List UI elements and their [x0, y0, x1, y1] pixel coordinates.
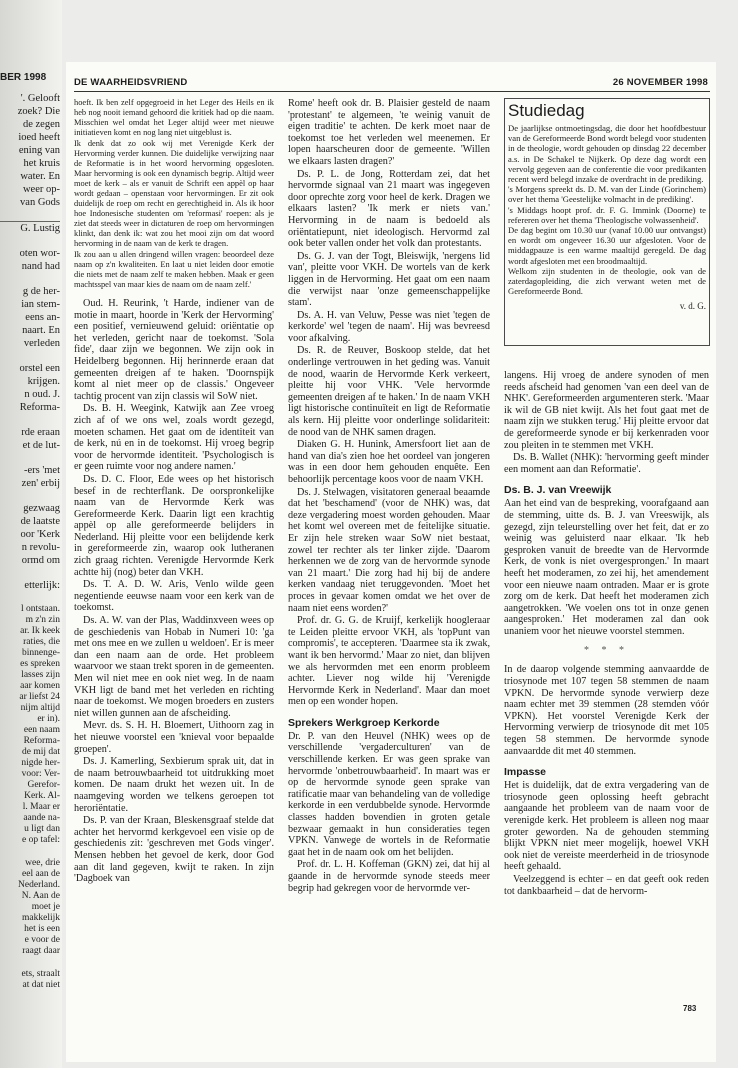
left-page-line: water. En — [20, 171, 60, 182]
left-lines-g — [0, 502, 60, 567]
left-page-line: het kruis — [23, 158, 60, 169]
left-page-line: aande na- — [23, 813, 60, 823]
intro-paragraph: Ik denk dat zo ook wij met Verenigde Kerk der Hervorming verder kunnen. Die duidelijke verwijzing naar de Reformatie is in het woord hervorming opgesloten. Maar hervorming is ook een dynamisch begrip. Altijd weer moet de kerk – als er vanuit de Schrift een appèl op haar wordt gedaan – openstaan voor hervormingen. Er zit ook duidelijk de roep om recht en gerechtigheid in. Als ik hoor hoe Indonesische studenten om 'reformasi' roepen: als je ziet dat steeds weer in dictaturen de roep om hervormingen klinkt, dan denk ik: wat zou het mooi zijn om dat woord hervorming in de naam van de kerk te dragen. — [74, 139, 274, 248]
paragraph-wallet: Ds. B. Wallet (NHK): 'hervorming geeft minder een moment aan dan Reformatie'. — [504, 452, 709, 475]
issue-date: 26 NOVEMBER 1998 — [612, 77, 708, 88]
subheading-van-vreewijk: Ds. B. J. van Vreewijk — [504, 484, 612, 497]
left-page-line: de zegen — [22, 119, 60, 130]
left-page-line: de laatste — [20, 516, 60, 527]
studiedag-box — [504, 98, 710, 346]
paragraph-langens: langens. Hij vroeg de andere synoden of men reeds afscheid had genomen 'van een deel van de NHK'. Gereformeerden argumenteren sterk. 'Maar ik wil de GB niet kwijt. Als het fout gaat met de naam zijn we stukken terug.' Hij pleitte ervoor dat de gereformeerde synode er bij kerkenraden voor zou pleiten in te stemmen met VKH. — [504, 370, 709, 451]
left-lines-e — [0, 426, 60, 452]
left-lines-d — [0, 362, 60, 414]
column-3 — [504, 370, 709, 898]
left-page-line: aar komen — [20, 681, 60, 691]
paragraph-reurink: Oud. H. Reurink, 't Harde, indiener van de motie in maart, hoorde in 'Kerk der Hervorming' een positief, vernieuwend geluid: oriëntatie op het verleden, gericht naar de toekomst. 'Sola fide', daar zijn we begonnen. We zijn ook in Heidelberg begonnen. Hij herinnerde eraan dat gemeenten dreigen af te haken. 'Doornspijk komt al niet meer op de classis.' Ongeveer tachtig procent van zijn classis wil SoW niet. — [74, 298, 274, 402]
paragraph-plaisier: Rome' heeft ook dr. B. Plaisier gesteld de naam 'protestant' te algemeen, 'te weinig vanuit de eigen traditie' te achten. De kerk moet naar de toekomst toe het verleden wel meenemen. Er lopen haarscheuren door de gemeente. 'Willen we elkaars lasten dragen?' — [288, 98, 490, 167]
column-1 — [74, 98, 274, 886]
paragraph-van-veluw: Ds. A. H. van Veluw, Pesse was niet 'tegen de kerkorde' wel 'tegen de naam'. Hij was bevreesd voor afkalving. — [288, 309, 490, 344]
intro-paragraph: Ik zou aan u allen dringend willen vragen: beoordeel deze naam op z'n kwaliteiten. En laat u niet leiden door emotie die niets met de naam zelf te maken hebben. Maak er geen machtsspel van maar kies de naam om de naam zelf.' — [74, 250, 274, 289]
left-page-line: et de lut- — [22, 440, 60, 451]
left-page-line: nijm altijd — [20, 703, 60, 713]
left-page-line: ets, straalt — [21, 969, 60, 979]
left-page-line: eens an- — [25, 312, 60, 323]
left-page-line: voor: Ver- — [21, 769, 60, 779]
left-page-line: van Gods — [20, 197, 60, 208]
studiedag-text: 's Morgens spreekt ds. D. M. van der Linde (Gorinchem) over het thema 'Geestelijke volmacht in de prediking'. — [508, 184, 706, 205]
left-lines-c — [0, 285, 60, 350]
section-divider: * * * — [584, 645, 629, 657]
left-page-line: N. Aan de — [21, 891, 60, 901]
studiedag-text: Welkom zijn studenten in de theologie, ook van de zaterdagopleiding, die zich verwant weten met de Gereformeerde Bond. — [508, 265, 706, 297]
paragraph-van-der-togt: Ds. G. J. van der Togt, Bleiswijk, 'nergens lid van', pleitte voor VKH. De wortels van de kerk liggen in de Hervorming. Het gaat om een naam die verwijst naar 'onze gemeenschappelijke stam'. — [288, 250, 490, 309]
left-lines-f — [0, 464, 60, 490]
left-page-line: oten wor- — [19, 248, 60, 259]
left-page-line: een naam — [23, 725, 60, 735]
paragraph-floor: Ds. D. C. Floor, Ede wees op het historisch besef in de rechterflank. De oorspronkelijke naam van de Hervormde Kerk was Gereformeerde Kerk. Daarin ligt een krachtig appèl op alle gereformeerde belijders in Nederland. Hij pleitte voor een belijdende kerk in gereformeerde zin, waarop ook lutheranen zich graag richten. Verenigde Hervormde Kerk achtte hij (nog) beter dan VKH. — [74, 473, 274, 578]
column-2 — [288, 98, 490, 1016]
left-lines-a — [0, 92, 60, 209]
left-page-line: zoek? Die — [17, 106, 60, 117]
studiedag-text: De dag begint om 10.30 uur (vanaf 10.00 uur ontvangst) en wordt om ongeveer 16.30 uur afgesloten. Voor de middagpauze is een warme maaltijd geregeld. De dag wordt afgesloten met een broodmaaltijd. — [508, 225, 706, 266]
left-page-line: rde eraan — [21, 427, 60, 438]
paragraph-van-vreeswijk: Aan het eind van de bespreking, voorafgaand aan de stemming, uitte ds. B. J. van Vreeswijk, als gezegd, zijn teleurstelling over het feit, dat er zo weinig was geluisterd naar elkaar. 'Ik heb gesproken vanuit de breedte van de Hervormde Kerk, de vonk is niet overgesprongen.' In maart heeft het moderamen, zo zei hij, het amendement voor een nieuwe naam ontraden. Maar er is grote zorg om de kerk. Dat heeft het moderamen zich aangetrokken. 'We voelen ons tot in onze genen aangesproken.' Het moderamen zal dan ook unaniem voor het nieuwe voorstel stemmen. — [504, 498, 709, 637]
left-page-line: raties, die — [23, 637, 60, 647]
studiedag-signature: v. d. G. — [679, 301, 706, 312]
paragraph-kamerling: Ds. J. Kamerling, Sexbierum sprak uit, dat in de naam betrouwbaarheid tot uitdrukking moet komen. De naam drukt het wezen uit. In de naamgeving worden we telkens geroepen tot heroriëntatie. — [74, 756, 274, 814]
paragraph-veelzeggend: Veelzeggend is echter – en dat geeft ook reden tot dankbaarheid – dat de hervorm- — [504, 873, 709, 897]
left-page-line: makkelijk — [22, 913, 60, 923]
paragraph-impasse: Het is duidelijk, dat de extra vergadering van de triosynode geen oplossing heeft gebracht aangaande het probleem van de naam voor de verenigde kerk. Het probleem is alleen nog maar groter geworden. Na de gehouden stemming blijkt VPKN niet meer mogelijk, hoewel VKH ook niet de vereiste meerderheid in de triosynode heeft gehaald. — [504, 780, 709, 873]
left-signature: G. Lustig — [0, 221, 60, 235]
left-page-line: raagt daar — [22, 946, 60, 956]
left-page-line: etterlijk: — [24, 580, 60, 591]
left-page-line: moet je — [31, 902, 60, 912]
subheading-impasse: Impasse — [504, 766, 547, 779]
paragraph-hunink: Diaken G. H. Hunink, Amersfoort liet aan de hand van dia's zien hoe het oordeel van jongeren was in een door hem gehouden enquête. Een behoorlijk percentage koos voor de naam VKH. — [288, 439, 490, 485]
paragraph-van-der-kraan: Ds. P. van der Kraan, Bleskensgraaf stelde dat achter het hervormd kerkgevoel een visie op de geschiedenis zit: 'geschreven met Gods vinger'. Mensen hebben het gevoel de kerk, door God aan dit land gegeven, kwijt te raken. In zijn 'Dagboek van — [74, 815, 274, 885]
left-page-line: orstel een — [19, 363, 60, 374]
left-lines-j — [0, 858, 60, 957]
left-page-line: wee, drie — [25, 858, 60, 868]
left-page-line: verleden — [23, 338, 60, 349]
paragraph-van-der-plas: Ds. A. W. van der Plas, Waddinxveen wees op de geschiedenis van Hobab in Numeri 10: 'ga met ons mee en we zullen u weldoen'. Er is meer dan een naam aan de orde. Het probleem waarvoor we staan trekt sporen in de gemeenten. Men wil niet mee en ook niet weg. In de naam VKH ligt de band met het verleden en richting naar de toekomst. We mogen broeders en zusters niet willen gunnen aan de afscheiding. — [74, 615, 274, 719]
paragraph-de-jong: Ds. P. L. de Jong, Rotterdam zei, dat het hervormde signaal van 21 maart was ingegeven door oprechte zorg voor heel de kerk. Dragen we elkaars lasten? 'Ik merk er niets van.' Hervorming in de naam is bedoeld als oriëntatiepunt, niet ideologisch. Hervormd zal ook beter vallen onder het volk dan protestants. — [288, 168, 490, 250]
paragraph-de-kruijf: Prof. dr. G. G. de Kruijf, kerkelijk hoogleraar te Leiden pleitte ervoor VKH, als 'topPunt van compromis', te accepteren. 'Daarmee sta ik zwak, want ik ben hervormd.' Maar zo niet, dan blijven we als hervormden met een enorm probleem achter. Liever nog wilde hij 'Verenigde Hervormde Kerk in Nederland'. Maar dan moet men op een wonder hopen. — [288, 615, 490, 708]
left-page-line: ar liefst 24 — [19, 692, 60, 702]
left-page-line: at dat niet — [22, 980, 60, 990]
paragraph-stelwagen: Ds. J. Stelwagen, visitatoren generaal beaamde dat het 'beschamend' (voor de NHK) was, dat deze vergadering moest worden gehouden. Maar het komt wel overeen met de feitelijke situatie. Er zijn hele streken waar SoW niet bestaat, zowel ter rechter als ter linker zijde. 'Daarom herkennen we de zorg van de hervormde synode van 21 maart.' Die zorg had hij bij de andere kerken vandaag niet teruggevonden. 'Moet het proces in gevaar komen omdat we het over de naam niet eens worden?' — [288, 486, 490, 614]
left-page-line: ian stem- — [21, 299, 60, 310]
left-page-line: het is een — [24, 924, 60, 934]
header-rule — [74, 91, 710, 92]
left-page-line: er in). — [37, 714, 60, 724]
left-page-line: n oud. J. — [24, 389, 60, 400]
left-page-line: nigde her- — [21, 758, 60, 768]
left-page-line: ening van — [18, 145, 60, 156]
left-page-line: Gerefor- — [27, 780, 60, 790]
paragraph-bloemert: Mevr. ds. S. H. H. Bloemert, Uithoorn zag in het nieuwe voorstel een 'knieval voor bepaalde groepen'. — [74, 720, 274, 755]
left-page-line: weer op- — [22, 184, 60, 195]
left-page-line: l. Maar er — [22, 802, 60, 812]
left-page-line: Nederland. — [18, 880, 60, 890]
left-page-line: g de her- — [22, 286, 60, 297]
left-page-line: eel aan de — [22, 869, 60, 879]
left-page-line: gezwaag — [23, 503, 60, 514]
left-page-line: -ers 'met — [23, 465, 60, 476]
left-page-line: binnenge- — [22, 648, 60, 658]
paragraph-aris: Ds. T. A. D. W. Aris, Venlo wilde geen negentiende eeuwse naam voor een kerk van de toekomst. — [74, 579, 274, 614]
left-page-header: BER 1998 — [0, 72, 47, 83]
left-page-line: es spreken — [20, 659, 60, 669]
left-page-fragment — [0, 62, 60, 1042]
left-page-line: Reforma- — [19, 402, 60, 413]
left-page-line: l ontstaan. — [20, 604, 60, 614]
studiedag-text: De jaarlijkse ontmoetingsdag, die door het hoofdbestuur van de Gereformeerde Bond wordt belegd voor studenten in de theologie, wordt gehouden op dinsdag 22 december a.s. in De Schakel te Nijkerk. Op deze dag wordt een vervolg gegeven aan de conferentie die voor predikanten recent werd belegd inzake de overdracht in de prediking. — [508, 123, 706, 185]
left-page-line: nand had — [21, 261, 60, 272]
left-page-line: lasses zijn — [21, 670, 60, 680]
left-page-line: Kerk. Al- — [24, 791, 60, 801]
left-lines-i — [0, 604, 60, 846]
left-page-line: ioed heeft — [18, 132, 60, 143]
paragraph-stemming: In de daarop volgende stemming aanvaardde de triosynode met 107 tegen 58 stemmen de naam VPKN. De hervormde synode verwierp deze naam echter met 39 stemmen (28 stemden vóór VPKN). Het voorstel Verenigde Kerk der Hervorming verwierp de triosynode dit met 105 tegen 58 stemmen. De hervormde synode aanvaardde dit met 40 stemmen. — [504, 664, 709, 757]
left-lines-b — [0, 247, 60, 273]
left-page-line: zen' erbij — [21, 478, 60, 489]
left-page-line: '. Gelooft — [20, 93, 60, 104]
left-lines-k — [0, 969, 60, 991]
left-page-line: Reforma- — [23, 736, 60, 746]
left-page-line: de mij dat — [22, 747, 60, 757]
studiedag-text: 's Middags hoopt prof. dr. F. G. Immink (Doorne) te refereren over het thema 'Theologische volwassenheid'. — [508, 204, 706, 225]
left-page-line: naart. En — [22, 325, 60, 336]
paragraph-weegink: Ds. B. H. Weegink, Katwijk aan Zee vroeg zich af of we ons wel, zoals wordt gezegd, moeten schamen. Het gaat om de identiteit van de kerk, nú en in de toekomst. Hij vroeg begrip voor de hervormde identiteit. 'Psychologisch is er geen ruimte voor nog andere namen.' — [74, 403, 274, 473]
publication-name: DE WAARHEIDSVRIEND — [74, 77, 188, 88]
paragraph-van-den-heuvel: Dr. P. van den Heuvel (NHK) wees op de verschillende 'vergaderculturen' van de verschillende kerken. Er was geen sprake van hervormde 'onbetrouwbaarheid'. In maart was er op de hervormde synode geen sprake van ratificatie maar van behandeling van de volledige kerkorde in een verdubbelde synode. Hervormde classes hadden bovendien in groten getale bezwaar gemaakt in hun consideraties tegen VPKN. Vanwege de wortels in de Reformatie gaat het in de naam ook om het belijden. — [288, 730, 490, 858]
subheading-werkgroep: Sprekers Werkgroep Kerkorde — [288, 716, 440, 729]
left-page-line: m z'n zin — [25, 615, 60, 625]
left-page-line: ormd om — [21, 555, 60, 566]
page-number: 783 — [683, 1004, 697, 1013]
left-page-line: e voor de — [24, 935, 60, 945]
left-page-line: u ligt dan — [24, 824, 60, 834]
left-lines-h — [0, 579, 60, 592]
left-page-line: krijgen. — [27, 376, 60, 387]
paragraph-de-reuver: Ds. R. de Reuver, Boskoop stelde, dat het onderlinge vertrouwen in het geding was. Vanuit de nood, waarin de Hervormde Kerk verkeert, pleitte hij voor VHK. 'Vele hervormde gemeenten dreigen af te haken.' In de naam VKH ligt historische continuïteit en ligt de Reformatie als kern. Hij pleitte voor onderlinge solidariteit: de nood van de NHK samen dragen. — [288, 345, 490, 438]
left-page-line: ar. Ik keek — [20, 626, 60, 636]
intro-paragraph: hoeft. Ik ben zelf opgegroeid in het Leger des Heils en ik heb nog nooit iemand gehoord die kritiek had op die naam. Misschien wel omdat het Leger altijd weer met nieuwe initiatieven komt en nog lang niet uitgeblust is. — [74, 98, 274, 137]
left-page-line: n revolu- — [21, 542, 60, 553]
left-page-line: oor 'Kerk — [20, 529, 60, 540]
left-page-line: e op tafel: — [22, 835, 60, 845]
paragraph-koffeman: Prof. dr. L. H. Koffeman (GKN) zei, dat hij al gaande in de hervormde synode steeds meer begrip had gekregen voor de hervormde ver- — [288, 859, 490, 894]
column-1-intro — [74, 98, 274, 290]
studiedag-title: Studiedag — [508, 101, 585, 120]
